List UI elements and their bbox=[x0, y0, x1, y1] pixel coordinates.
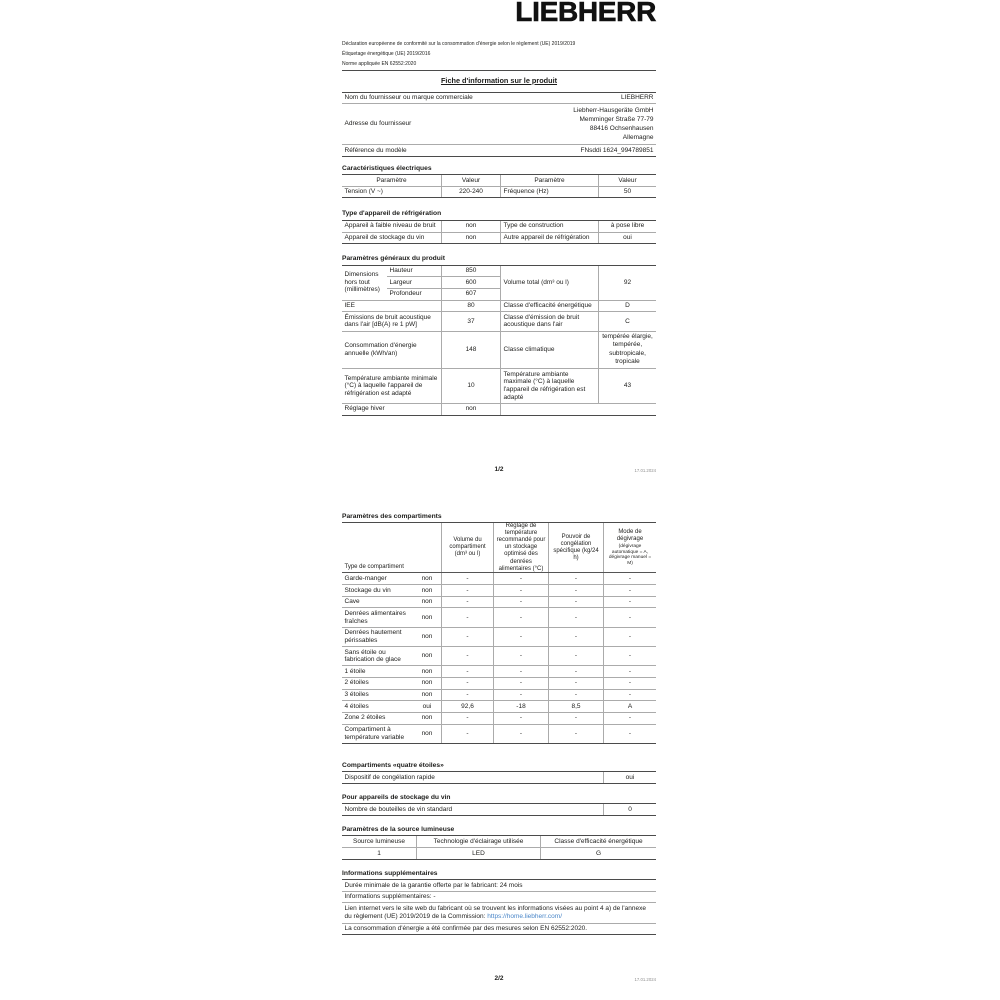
compartment-flag: non bbox=[421, 691, 433, 699]
cell-value: 1 bbox=[377, 849, 381, 857]
table-row bbox=[342, 804, 656, 815]
cell-value: - bbox=[603, 690, 656, 701]
cell-value: G bbox=[540, 848, 656, 859]
light-source-section bbox=[342, 826, 656, 860]
param-label: Dispositif de congélation rapide bbox=[344, 773, 435, 781]
param-value: 220-240 bbox=[441, 187, 500, 198]
cell-value: - bbox=[603, 608, 656, 626]
param-value: 50 bbox=[598, 187, 656, 198]
dimensions-row bbox=[342, 266, 656, 301]
param-label: Fréquence (Hz) bbox=[500, 187, 598, 198]
compartment-name: Garde-manger bbox=[344, 574, 387, 582]
param-value: oui bbox=[598, 233, 656, 244]
date-stamp: 17.01.2024 bbox=[634, 467, 656, 473]
cell-value: - bbox=[441, 690, 493, 701]
four-star-section bbox=[342, 762, 656, 784]
compartment-flag: non bbox=[421, 679, 433, 687]
declaration-line: Étiquetage énergétique (UE) 2019/2016 bbox=[342, 51, 431, 57]
cell-value: - bbox=[441, 647, 493, 665]
appliance-type-section bbox=[342, 210, 656, 244]
cell-value: - bbox=[493, 573, 548, 584]
param-label: Température ambiante minimale (°C) à laquelle l'appareil de réfrigération est adapté bbox=[344, 374, 438, 397]
compartment-name: 3 étoiles bbox=[344, 691, 369, 699]
cell-value: 8,5 bbox=[548, 701, 603, 712]
cell-value: - bbox=[441, 725, 493, 743]
param-value: D bbox=[598, 301, 656, 312]
param-value: 37 bbox=[441, 312, 500, 330]
supplier-name-value: LIEBHERR bbox=[620, 94, 654, 102]
divider bbox=[342, 70, 656, 71]
table-row bbox=[342, 301, 656, 313]
dimension-value: 600 bbox=[441, 277, 500, 288]
cell-value: LED bbox=[416, 848, 540, 859]
table-row bbox=[342, 93, 656, 105]
cell-value: - bbox=[441, 628, 493, 646]
page2-footer bbox=[342, 975, 656, 983]
compartment-name: Cave bbox=[344, 598, 360, 606]
column-header: Paramètre bbox=[376, 176, 407, 184]
cell-value: - bbox=[493, 628, 548, 646]
liebherr-logo: LIEBHERR bbox=[515, 0, 656, 27]
model-ref-value: FNsddi 1624_994789851 bbox=[580, 146, 654, 154]
page1-document bbox=[342, 0, 656, 416]
compartment-name: 1 étoile bbox=[344, 667, 366, 675]
compartment-name: Sans étoile ou fabrication de glace bbox=[344, 648, 401, 664]
compartment-flag: non bbox=[421, 598, 433, 606]
param-label: Appareil de stockage du vin bbox=[344, 234, 425, 242]
table-row bbox=[342, 848, 656, 859]
table-header-row bbox=[342, 836, 656, 848]
column-header: Type de compartiment bbox=[344, 563, 404, 570]
dimension-value: 850 bbox=[441, 266, 500, 277]
dimension-name: Profondeur bbox=[389, 290, 422, 298]
param-value: 80 bbox=[441, 301, 500, 312]
param-value: C bbox=[598, 312, 656, 330]
cell-value: - bbox=[548, 725, 603, 743]
param-value: 10 bbox=[441, 369, 500, 403]
date-stamp: 17.01.2024 bbox=[634, 976, 656, 982]
table-row bbox=[342, 628, 656, 647]
cell-value: - bbox=[548, 585, 603, 596]
cell-value: - bbox=[548, 608, 603, 626]
column-header: Technologie d'éclairage utilisée bbox=[416, 836, 540, 847]
column-header-main: Mode de dégivrage bbox=[616, 529, 644, 543]
info-text: Informations supplémentaires: - bbox=[344, 893, 436, 901]
cell-value: - bbox=[493, 666, 548, 677]
compartments-section bbox=[342, 513, 656, 744]
table-header-row bbox=[342, 523, 656, 573]
cell-value: - bbox=[603, 666, 656, 677]
info-text bbox=[342, 903, 656, 922]
cell-value: -18 bbox=[493, 701, 548, 712]
page-title: Fiche d'information sur le produit bbox=[440, 76, 558, 85]
cell-value: A bbox=[603, 701, 656, 712]
supplier-table bbox=[342, 92, 656, 157]
section-title: Compartiments «quatre étoiles» bbox=[342, 761, 444, 769]
address-line: Liebherr-Hausgeräte GmbH bbox=[573, 106, 654, 114]
cell-value: - bbox=[603, 573, 656, 584]
cell-value: - bbox=[603, 597, 656, 608]
column-header: Valeur bbox=[598, 175, 656, 186]
dimension-name: Hauteur bbox=[389, 267, 413, 275]
param-value: à pose libre bbox=[598, 221, 656, 232]
table-row bbox=[342, 772, 656, 783]
wine-storage-section bbox=[342, 794, 656, 816]
column-header: Valeur bbox=[441, 175, 500, 186]
cell-value: - bbox=[493, 585, 548, 596]
section-title: Paramètres des compartiments bbox=[342, 513, 442, 520]
compartment-flag: non bbox=[421, 714, 433, 722]
section-title: Caractéristiques électriques bbox=[342, 164, 432, 172]
table-row bbox=[342, 647, 656, 666]
additional-info-table bbox=[342, 879, 656, 935]
compartment-name: Denrées alimentaires fraîches bbox=[344, 609, 406, 625]
cell-value: - bbox=[441, 585, 493, 596]
table-row bbox=[342, 880, 656, 892]
cell-value: - bbox=[548, 690, 603, 701]
table-row bbox=[342, 713, 656, 725]
compartment-flag: non bbox=[421, 613, 433, 621]
column-header: Réglage de température recommandé pour un stockage optimisé des denrées alimentaires (°C) bbox=[493, 523, 548, 572]
compartment-flag: non bbox=[421, 652, 433, 660]
model-ref-label: Référence du modèle bbox=[344, 146, 407, 154]
dimensions-label: Dimensions hors tout (millimètres) bbox=[344, 271, 380, 294]
table-row bbox=[387, 266, 500, 278]
cell-value: - bbox=[493, 678, 548, 689]
param-label: Appareil à faible niveau de bruit bbox=[344, 222, 436, 230]
wine-storage-table bbox=[342, 803, 656, 816]
param-label: Classe d'émission de bruit acoustique dans l'air bbox=[500, 312, 598, 330]
appliance-type-table bbox=[342, 220, 656, 244]
compartments-table bbox=[342, 522, 656, 744]
compartment-name: Stockage du vin bbox=[344, 586, 391, 594]
cell-value: - bbox=[603, 585, 656, 596]
param-label: Classe climatique bbox=[500, 332, 598, 369]
cell-value: - bbox=[548, 628, 603, 646]
cell-value: - bbox=[548, 647, 603, 665]
cell-value: - bbox=[493, 713, 548, 724]
param-label: IEE bbox=[344, 302, 355, 310]
light-source-table bbox=[342, 835, 656, 859]
cell-value: - bbox=[548, 713, 603, 724]
info-text: Durée minimale de la garantie offerte par le fabricant: 24 mois bbox=[344, 881, 523, 889]
compartment-flag: non bbox=[421, 633, 433, 641]
supplier-name-label: Nom du fournisseur ou marque commerciale bbox=[344, 94, 473, 102]
address-line: 88416 Ochsenhausen bbox=[589, 125, 654, 133]
page-number: 1/2 bbox=[494, 466, 504, 473]
cell-value: - bbox=[493, 690, 548, 701]
table-row bbox=[342, 666, 656, 678]
table-row bbox=[342, 221, 656, 233]
param-label: Classe d'efficacité énergétique bbox=[500, 301, 598, 312]
table-row bbox=[342, 892, 656, 904]
table-row bbox=[342, 678, 656, 690]
page-number: 2/2 bbox=[494, 975, 504, 982]
cell-value: - bbox=[548, 573, 603, 584]
compartment-name: Zone 2 étoiles bbox=[344, 714, 386, 722]
column-header: Pouvoir de congélation spécifique (kg/24 h) bbox=[548, 523, 603, 572]
cell-value: - bbox=[548, 597, 603, 608]
param-label: Autre appareil de réfrigération bbox=[500, 233, 598, 244]
cell-value: - bbox=[441, 713, 493, 724]
param-label: Type de construction bbox=[500, 221, 598, 232]
table-row bbox=[342, 690, 656, 702]
cell-value: - bbox=[548, 678, 603, 689]
electrical-section bbox=[342, 165, 656, 199]
cell-value: - bbox=[493, 725, 548, 743]
cell-value: - bbox=[441, 678, 493, 689]
compartment-flag: non bbox=[421, 586, 433, 594]
param-value: non bbox=[441, 221, 500, 232]
compartment-flag: non bbox=[421, 574, 433, 582]
param-value: 0 bbox=[603, 804, 656, 815]
page2-document bbox=[342, 513, 656, 935]
column-header: Paramètre bbox=[500, 175, 598, 186]
table-row bbox=[342, 924, 656, 935]
cell-value: - bbox=[441, 666, 493, 677]
cell-value: - bbox=[603, 628, 656, 646]
address-line: Memminger Straße 77-79 bbox=[579, 115, 654, 123]
param-label: Tension (V ~) bbox=[344, 188, 383, 196]
four-star-table bbox=[342, 771, 656, 784]
cell-value: - bbox=[493, 608, 548, 626]
additional-info-section bbox=[342, 870, 656, 936]
volume-label: Volume total (dm³ ou l) bbox=[500, 266, 598, 300]
cell-value: - bbox=[493, 597, 548, 608]
table-row bbox=[342, 187, 656, 198]
table-row bbox=[342, 404, 656, 415]
empty-cell bbox=[500, 404, 656, 415]
table-row bbox=[342, 597, 656, 609]
cell-value: - bbox=[441, 608, 493, 626]
compartment-name: 2 étoiles bbox=[344, 679, 369, 687]
table-row bbox=[342, 312, 656, 331]
compartment-flag: non bbox=[421, 667, 433, 675]
electrical-table bbox=[342, 174, 656, 198]
compartment-flag: oui bbox=[422, 702, 432, 710]
param-label: Température ambiante maximale (°C) à laquelle l'appareil de réfrigération est adapté bbox=[500, 369, 598, 403]
cell-value: - bbox=[603, 725, 656, 743]
param-value: oui bbox=[603, 772, 656, 783]
param-label: Nombre de bouteilles de vin standard bbox=[344, 805, 453, 813]
cell-value: - bbox=[603, 678, 656, 689]
table-row bbox=[387, 289, 500, 300]
general-params-table bbox=[342, 265, 656, 416]
column-header: Volume du compartiment (dm³ ou l) bbox=[441, 523, 493, 572]
param-value: non bbox=[441, 233, 500, 244]
dimensions-subtable bbox=[387, 266, 500, 300]
compartment-flag: non bbox=[421, 729, 433, 737]
section-title: Type d'appareil de réfrigération bbox=[342, 210, 442, 218]
volume-value: 92 bbox=[598, 266, 656, 300]
column-header bbox=[603, 523, 656, 572]
cell-value: - bbox=[603, 647, 656, 665]
cell-value: - bbox=[548, 666, 603, 677]
compartment-name: 4 étoiles bbox=[344, 702, 369, 710]
address-line: Allemagne bbox=[622, 134, 654, 142]
cell-value: - bbox=[441, 597, 493, 608]
table-row bbox=[387, 277, 500, 289]
table-row bbox=[342, 332, 656, 370]
param-label: Émissions de bruit acoustique dans l'air [dB(A) re 1 pW] bbox=[344, 313, 431, 329]
compartment-name: Denrées hautement périssables bbox=[344, 629, 402, 644]
param-value: 148 bbox=[441, 332, 500, 369]
column-header: Source lumineuse bbox=[352, 837, 406, 845]
page1-footer bbox=[342, 466, 656, 474]
info-text: La consommation d'énergie a été confirmée par des mesures selon EN 62552:2020. bbox=[344, 925, 588, 933]
declaration-block bbox=[342, 39, 656, 69]
section-title: Pour appareils de stockage du vin bbox=[342, 793, 451, 801]
cell-value: - bbox=[441, 573, 493, 584]
cell-value: - bbox=[603, 713, 656, 724]
section-title: Paramètres généraux du produit bbox=[342, 255, 445, 263]
table-row bbox=[342, 701, 656, 713]
dimension-name: Largeur bbox=[389, 278, 412, 286]
table-row bbox=[342, 903, 656, 923]
declaration-line: Norme appliquée EN 62552:2020 bbox=[342, 61, 417, 67]
dimension-value: 607 bbox=[441, 289, 500, 300]
table-row bbox=[342, 233, 656, 244]
table-row bbox=[342, 145, 656, 156]
table-row bbox=[342, 585, 656, 597]
supplier-address-label: Adresse du fournisseur bbox=[344, 120, 412, 128]
manufacturer-link[interactable]: https://home.liebherr.com/ bbox=[487, 913, 563, 921]
param-value: 43 bbox=[598, 369, 656, 403]
supplier-address-value bbox=[414, 104, 656, 144]
param-value: non bbox=[441, 404, 500, 415]
section-title: Informations supplémentaires bbox=[342, 869, 438, 877]
param-label: Réglage hiver bbox=[344, 405, 385, 413]
param-label: Consommation d'énergie annuelle (kWh/an) bbox=[344, 342, 417, 357]
table-row bbox=[342, 104, 656, 145]
declaration-line: Déclaration européenne de conformité sur la consommation d'énergie selon le règlement (UE) 2019/2019 bbox=[342, 41, 576, 47]
compartment-name: Compartiment à température variable bbox=[344, 726, 405, 741]
table-row bbox=[342, 369, 656, 404]
general-params-section bbox=[342, 255, 656, 415]
column-header-note: (dégivrage automatique = A, dégivrage manuel = M) bbox=[608, 544, 652, 566]
cell-value: - bbox=[493, 647, 548, 665]
column-header: Classe d'efficacité énergétique bbox=[540, 836, 656, 847]
table-row bbox=[342, 573, 656, 585]
table-row bbox=[342, 725, 656, 743]
cell-value: 92,6 bbox=[441, 701, 493, 712]
section-title: Paramètres de la source lumineuse bbox=[342, 826, 455, 834]
table-row bbox=[342, 608, 656, 627]
table-header-row bbox=[342, 175, 656, 187]
param-value: tempérée élargie, tempérée, subtropicale, tropicale bbox=[598, 332, 656, 369]
link-prefix-text: Lien internet vers le site web du fabricant où se trouvent les informations visées au point 4 a) de l'annexe du règlement (UE) 2019/2019 de la Commission: bbox=[344, 905, 646, 921]
